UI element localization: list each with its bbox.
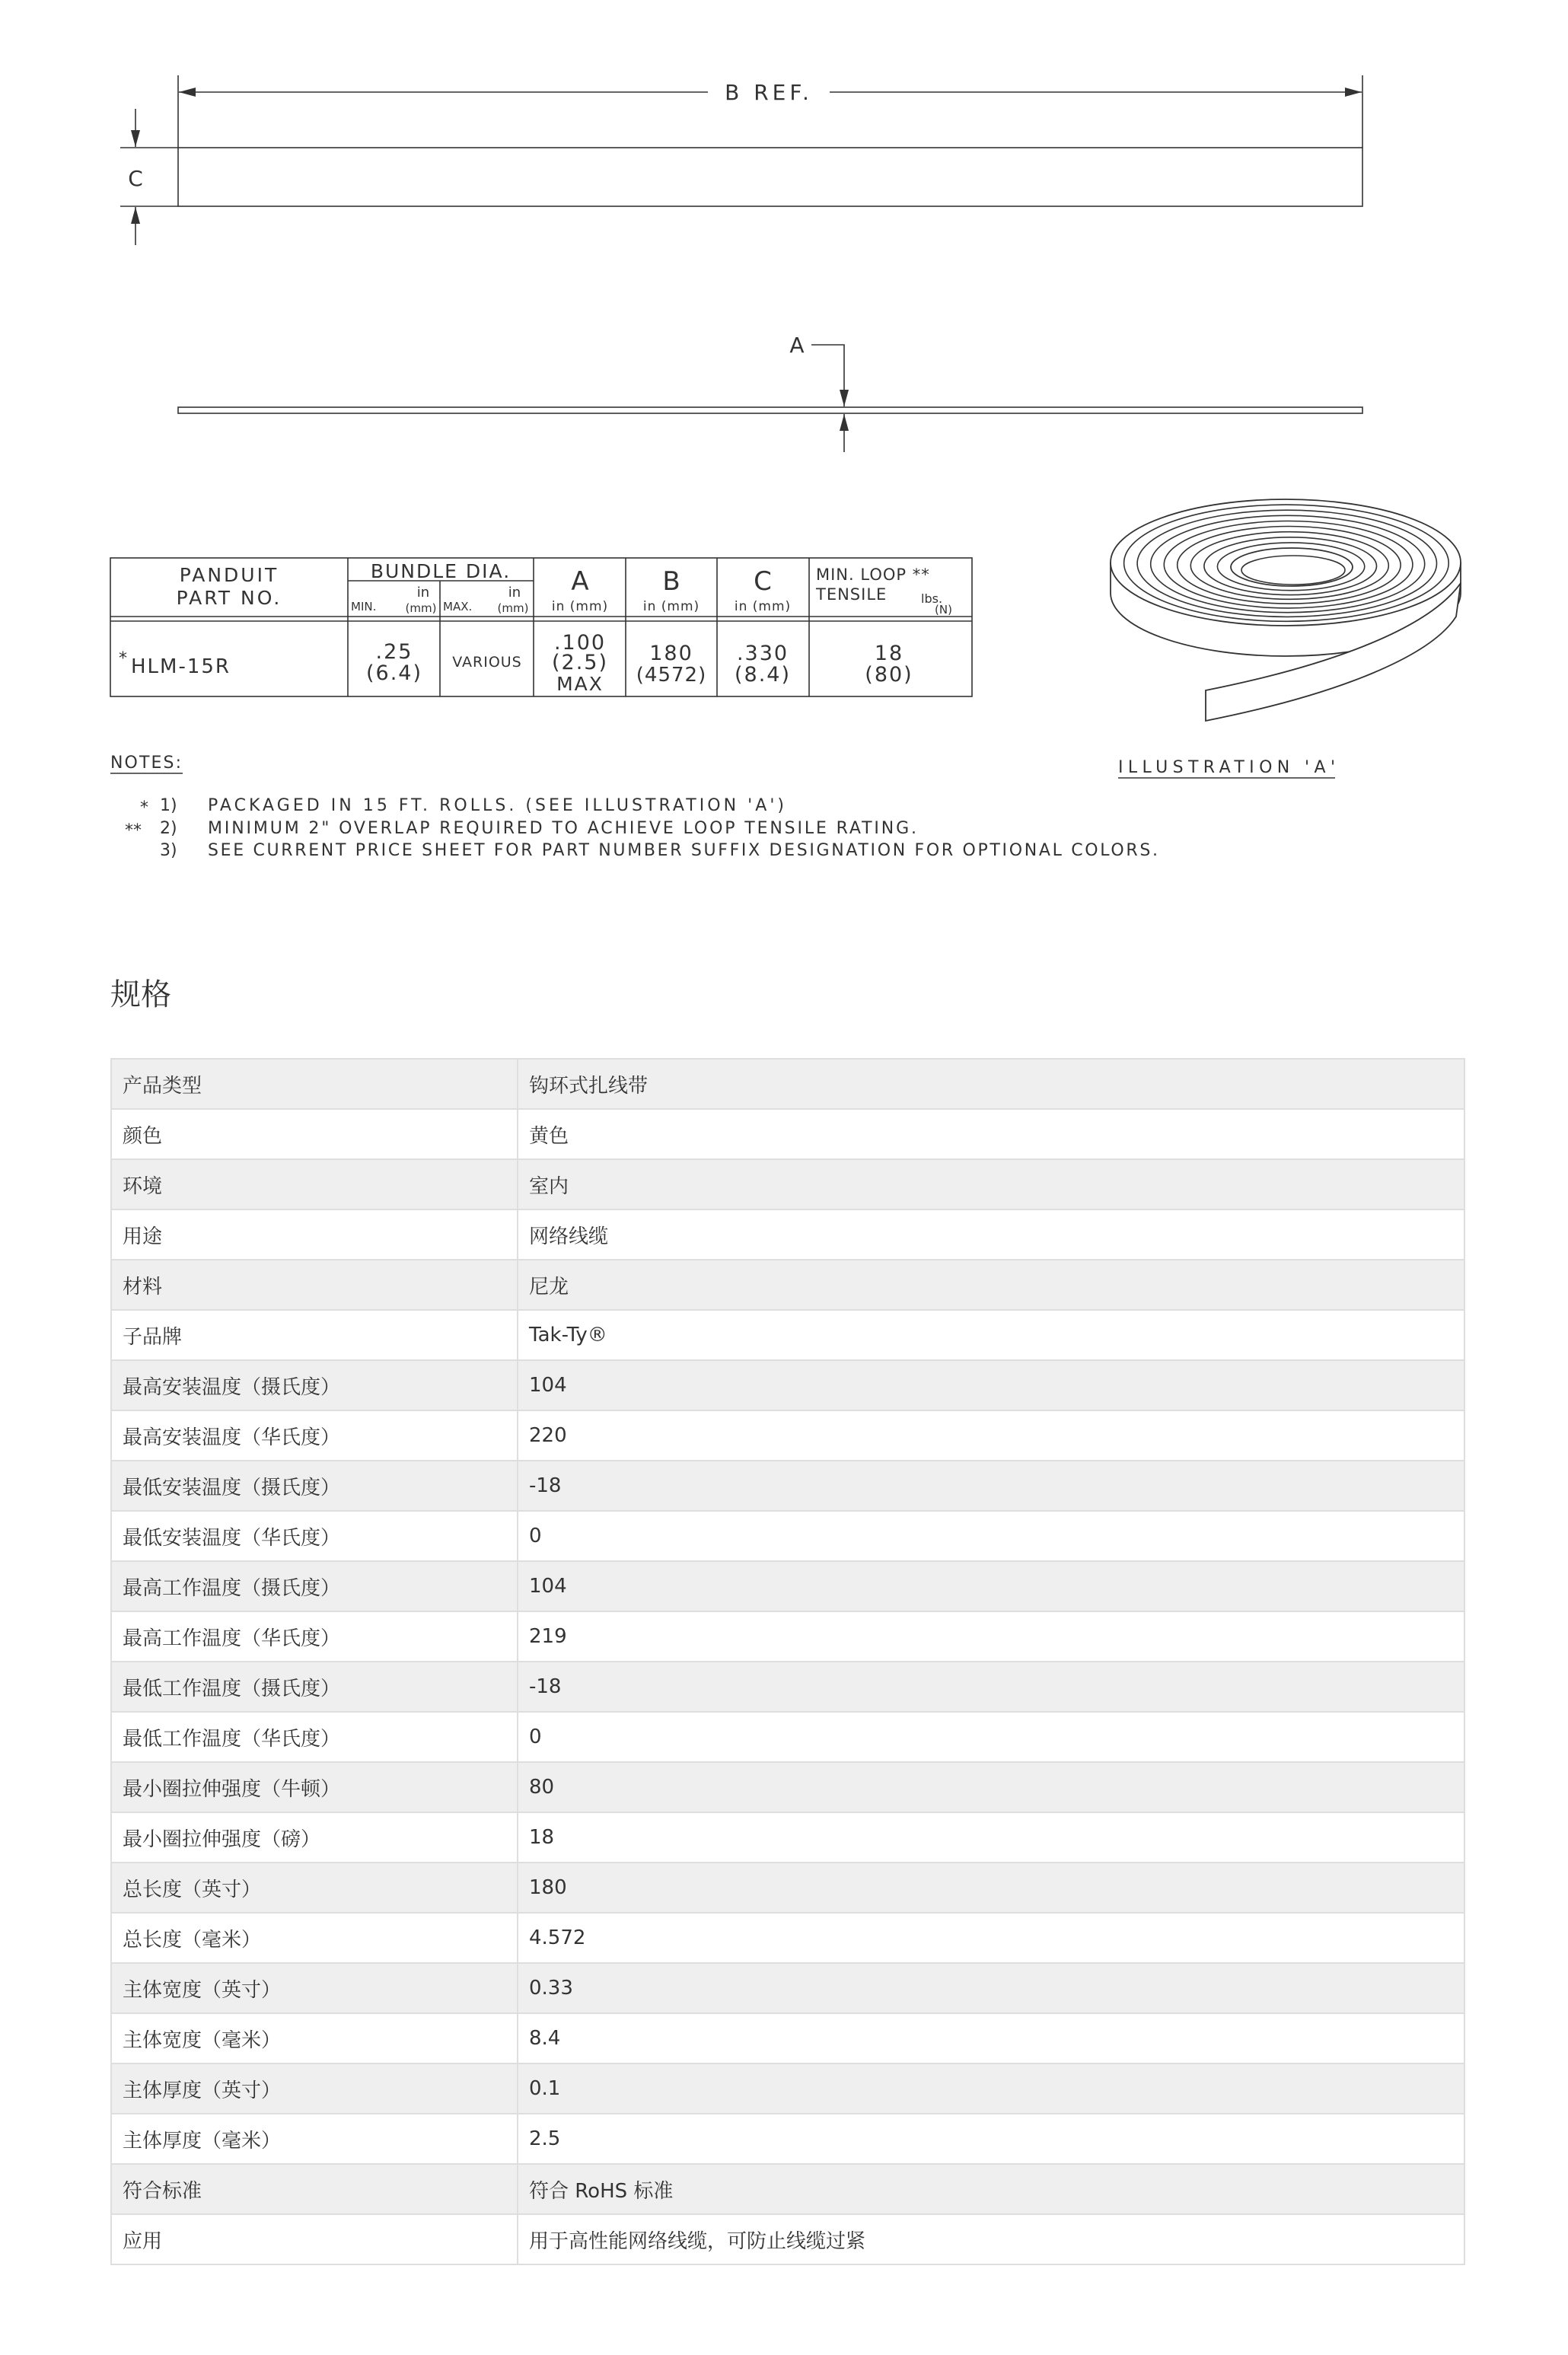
spec-label: 环境 bbox=[111, 1159, 518, 1209]
dimension-table bbox=[110, 558, 972, 696]
spec-label: 最低工作温度（摄氏度） bbox=[111, 1662, 518, 1712]
roll-core-hole bbox=[1231, 548, 1353, 586]
spec-value: Tak-Ty® bbox=[518, 1310, 1464, 1360]
header-min-mm: (mm) bbox=[405, 601, 437, 615]
spec-value: -18 bbox=[518, 1662, 1464, 1712]
header-lbs: lbs. bbox=[921, 591, 943, 606]
spec-label: 主体厚度（毫米） bbox=[111, 2114, 518, 2164]
header-b-units: in (mm) bbox=[642, 599, 700, 614]
spec-row bbox=[111, 2114, 1464, 2164]
c-label: C bbox=[128, 166, 143, 191]
c-value-mm: (8.4) bbox=[734, 663, 792, 687]
notes-title: NOTES: bbox=[110, 754, 181, 773]
spec-label: 总长度（毫米） bbox=[111, 1913, 518, 1963]
header-part-no: PART NO. bbox=[176, 587, 282, 609]
spec-row bbox=[111, 1209, 1464, 1260]
spec-row bbox=[111, 1059, 1464, 1109]
spec-value: 0.1 bbox=[518, 2063, 1464, 2114]
loop-tensile-n: (80) bbox=[865, 663, 913, 687]
note-text: SEE CURRENT PRICE SHEET FOR PART NUMBER SUFFIX DESIGNATION FOR OPTIONAL COLORS. bbox=[208, 841, 1158, 860]
spec-label: 主体宽度（英寸） bbox=[111, 1963, 518, 2013]
bundle-min-mm: (6.4) bbox=[365, 661, 423, 685]
spec-row bbox=[111, 1712, 1464, 1762]
spec-label: 最高工作温度（华氏度） bbox=[111, 1611, 518, 1662]
spec-table bbox=[110, 1058, 1465, 2265]
spec-row bbox=[111, 1109, 1464, 1159]
c-value-in: .330 bbox=[736, 642, 789, 665]
b-value-mm: (4572) bbox=[636, 664, 707, 687]
notes bbox=[110, 754, 1158, 860]
spec-label: 应用 bbox=[111, 2214, 518, 2264]
spec-row bbox=[111, 1461, 1464, 1511]
spec-value: 104 bbox=[518, 1360, 1464, 1410]
spec-row bbox=[111, 2013, 1464, 2063]
bundle-min-in: .25 bbox=[375, 640, 413, 664]
spec-value: 钩环式扎线带 bbox=[518, 1059, 1464, 1109]
header-a: A bbox=[571, 566, 589, 597]
spec-value: -18 bbox=[518, 1461, 1464, 1511]
spec-value: 104 bbox=[518, 1561, 1464, 1611]
spec-label: 材料 bbox=[111, 1260, 518, 1310]
spec-value: 180 bbox=[518, 1863, 1464, 1913]
b-ref-label: B REF. bbox=[725, 80, 813, 105]
b-value-in: 180 bbox=[649, 642, 693, 665]
spec-label: 最低安装温度（摄氏度） bbox=[111, 1461, 518, 1511]
tie-outline-side-view bbox=[178, 407, 1362, 413]
spec-label: 最高安装温度（华氏度） bbox=[111, 1410, 518, 1461]
spec-value: 8.4 bbox=[518, 2013, 1464, 2063]
note-number: 2) bbox=[160, 819, 177, 838]
spec-row bbox=[111, 1410, 1464, 1461]
a-label: A bbox=[789, 333, 805, 358]
header-n: (N) bbox=[935, 603, 952, 617]
spec-value: 0.33 bbox=[518, 1963, 1464, 2013]
spec-label: 主体宽度（毫米） bbox=[111, 2013, 518, 2063]
header-min-in: in bbox=[416, 585, 430, 601]
spec-row bbox=[111, 1963, 1464, 2013]
spec-value: 80 bbox=[518, 1762, 1464, 1812]
spec-row bbox=[111, 1159, 1464, 1209]
note-number: 3) bbox=[160, 841, 177, 860]
tie-outline-top-view bbox=[178, 148, 1362, 206]
a-value-in: .100 bbox=[553, 631, 607, 655]
spec-value: 4.572 bbox=[518, 1913, 1464, 1963]
spec-label: 最低工作温度（华氏度） bbox=[111, 1712, 518, 1762]
spec-label: 符合标准 bbox=[111, 2164, 518, 2214]
spec-value: 0 bbox=[518, 1511, 1464, 1561]
spec-label: 总长度（英寸） bbox=[111, 1863, 518, 1913]
header-c: C bbox=[754, 566, 772, 597]
spec-row bbox=[111, 1511, 1464, 1561]
note-marker: * bbox=[140, 798, 148, 817]
a-leader-line bbox=[811, 345, 844, 406]
spec-row bbox=[111, 2063, 1464, 2114]
illustration-label: ILLUSTRATION 'A' bbox=[1118, 758, 1335, 777]
header-min: MIN. bbox=[351, 600, 377, 613]
spec-label: 最小圈拉伸强度（磅） bbox=[111, 1812, 518, 1863]
spec-row bbox=[111, 1360, 1464, 1410]
spec-row bbox=[111, 1611, 1464, 1662]
spec-row bbox=[111, 1561, 1464, 1611]
spec-value: 220 bbox=[518, 1410, 1464, 1461]
note-text: PACKAGED IN 15 FT. ROLLS. (SEE ILLUSTRATION 'A') bbox=[208, 796, 784, 815]
spec-label: 颜色 bbox=[111, 1109, 518, 1159]
header-max: MAX. bbox=[443, 600, 473, 613]
spec-row bbox=[111, 1913, 1464, 1963]
spec-value: 黄色 bbox=[518, 1109, 1464, 1159]
spec-row bbox=[111, 2164, 1464, 2214]
header-a-units: in (mm) bbox=[551, 599, 609, 614]
spec-value: 18 bbox=[518, 1812, 1464, 1863]
spec-label: 最低安装温度（华氏度） bbox=[111, 1511, 518, 1561]
part-number: HLM-15R bbox=[131, 655, 231, 678]
a-value-mm: (2.5) bbox=[551, 651, 609, 674]
spec-label: 最小圈拉伸强度（牛顿） bbox=[111, 1762, 518, 1812]
spec-value: 符合 RoHS 标准 bbox=[518, 2164, 1464, 2214]
header-panduit: PANDUIT bbox=[179, 564, 279, 586]
spec-row bbox=[111, 1662, 1464, 1712]
spec-row bbox=[111, 2214, 1464, 2264]
technical-drawing bbox=[0, 0, 1568, 875]
specs-title: 规格 bbox=[110, 977, 171, 1012]
spec-value: 0 bbox=[518, 1712, 1464, 1762]
spec-label: 用途 bbox=[111, 1209, 518, 1260]
note-text: MINIMUM 2" OVERLAP REQUIRED TO ACHIEVE LOOP TENSILE RATING. bbox=[208, 819, 916, 838]
spec-row bbox=[111, 1310, 1464, 1360]
spec-table-body bbox=[111, 1059, 1464, 2264]
header-b: B bbox=[662, 566, 680, 597]
spec-value: 网络线缆 bbox=[518, 1209, 1464, 1260]
a-value-note: MAX bbox=[556, 673, 604, 695]
spec-value: 用于高性能网络线缆，可防止线缆过紧 bbox=[518, 2214, 1464, 2264]
top-view bbox=[120, 75, 1362, 245]
header-tensile: TENSILE bbox=[816, 585, 888, 604]
spec-value: 2.5 bbox=[518, 2114, 1464, 2164]
spec-row bbox=[111, 1762, 1464, 1812]
part-number-marker: * bbox=[119, 649, 127, 668]
spec-value: 室内 bbox=[518, 1159, 1464, 1209]
spec-row bbox=[111, 1812, 1464, 1863]
note-marker: ** bbox=[125, 821, 142, 840]
spec-value: 尼龙 bbox=[518, 1260, 1464, 1310]
spec-row bbox=[111, 1260, 1464, 1310]
bundle-max: VARIOUS bbox=[452, 654, 522, 671]
spec-label: 主体厚度（英寸） bbox=[111, 2063, 518, 2114]
spec-label: 最高安装温度（摄氏度） bbox=[111, 1360, 518, 1410]
note-number: 1) bbox=[160, 796, 177, 815]
header-bundle-dia: BUNDLE DIA. bbox=[370, 560, 512, 582]
roll-illustration bbox=[1111, 499, 1461, 778]
side-view bbox=[178, 333, 1362, 452]
spec-row bbox=[111, 1863, 1464, 1913]
header-min-loop: MIN. LOOP ** bbox=[816, 566, 930, 584]
header-c-units: in (mm) bbox=[734, 599, 792, 614]
header-max-in: in bbox=[508, 585, 521, 601]
spec-label: 最高工作温度（摄氏度） bbox=[111, 1561, 518, 1611]
header-max-mm: (mm) bbox=[497, 601, 529, 615]
loop-tensile-lbs: 18 bbox=[874, 642, 904, 665]
spec-label: 产品类型 bbox=[111, 1059, 518, 1109]
spec-label: 子品牌 bbox=[111, 1310, 518, 1360]
spec-value: 219 bbox=[518, 1611, 1464, 1662]
